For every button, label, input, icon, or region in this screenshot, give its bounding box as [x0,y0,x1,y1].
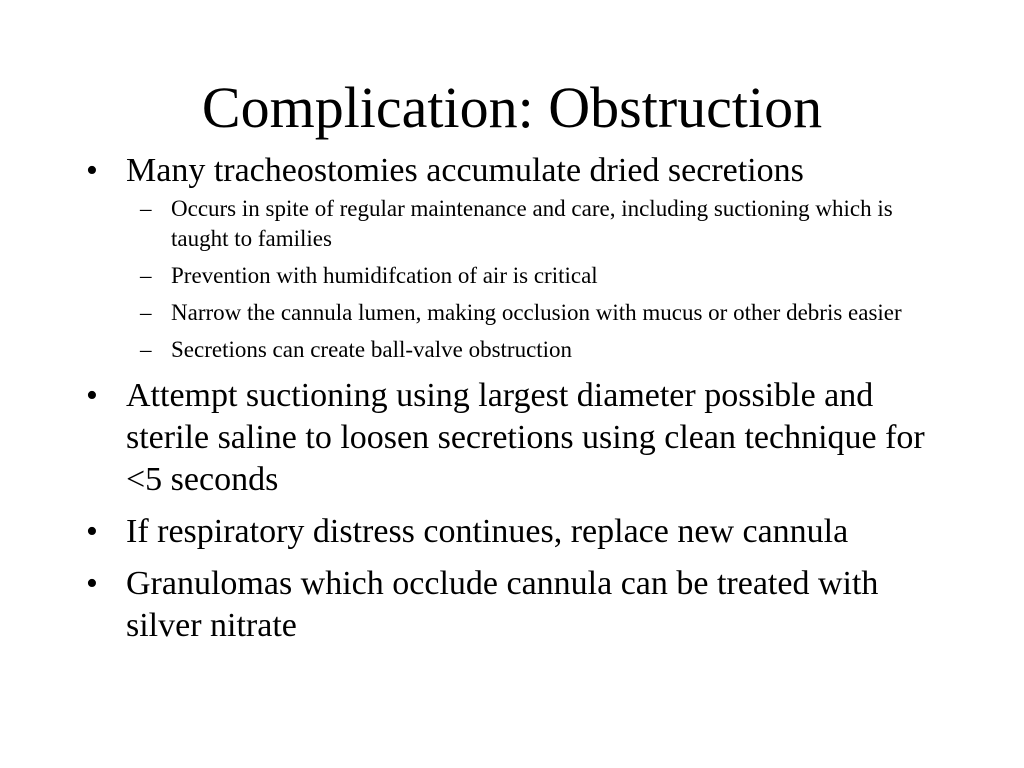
bullet-text: Many tracheostomies accumulate dried secretions [126,152,804,189]
dash-icon: – [140,300,152,325]
bullet-item [0,511,1024,553]
dash-icon: – [140,263,152,288]
sub-bullet-item [0,298,1024,328]
bullet-text: If respiratory distress continues, replace new cannula [126,513,849,550]
bullet-icon: • [86,377,98,414]
bullet-text: Granulomas which occlude cannula can be treated with silver nitrate [126,565,879,644]
dash-icon: – [140,196,152,221]
slide-body [0,150,1024,647]
bullet-text: Attempt suctioning using largest diameter possible and sterile saline to loosen secretions using clean technique for <5 seconds [126,377,925,498]
bullet-item [0,563,1024,647]
bullet-item [0,375,1024,501]
sub-bullet-text: Occurs in spite of regular maintenance and care, including suctioning which is taught to families [171,196,893,251]
bullet-icon: • [86,152,98,189]
sub-bullet-item [0,335,1024,365]
bullet-icon: • [86,513,98,550]
sub-bullet-item [0,261,1024,291]
sub-bullet-item [0,194,1024,254]
sub-bullet-text: Prevention with humidifcation of air is critical [171,263,598,288]
sub-bullet-text: Narrow the cannula lumen, making occlusion with mucus or other debris easier [171,300,902,325]
bullet-item [0,150,1024,192]
bullet-icon: • [86,565,98,602]
sub-list [0,194,1024,365]
dash-icon: – [140,337,152,362]
sub-bullet-text: Secretions can create ball-valve obstruction [171,337,573,362]
slide-title: Complication: Obstruction [201,75,823,140]
